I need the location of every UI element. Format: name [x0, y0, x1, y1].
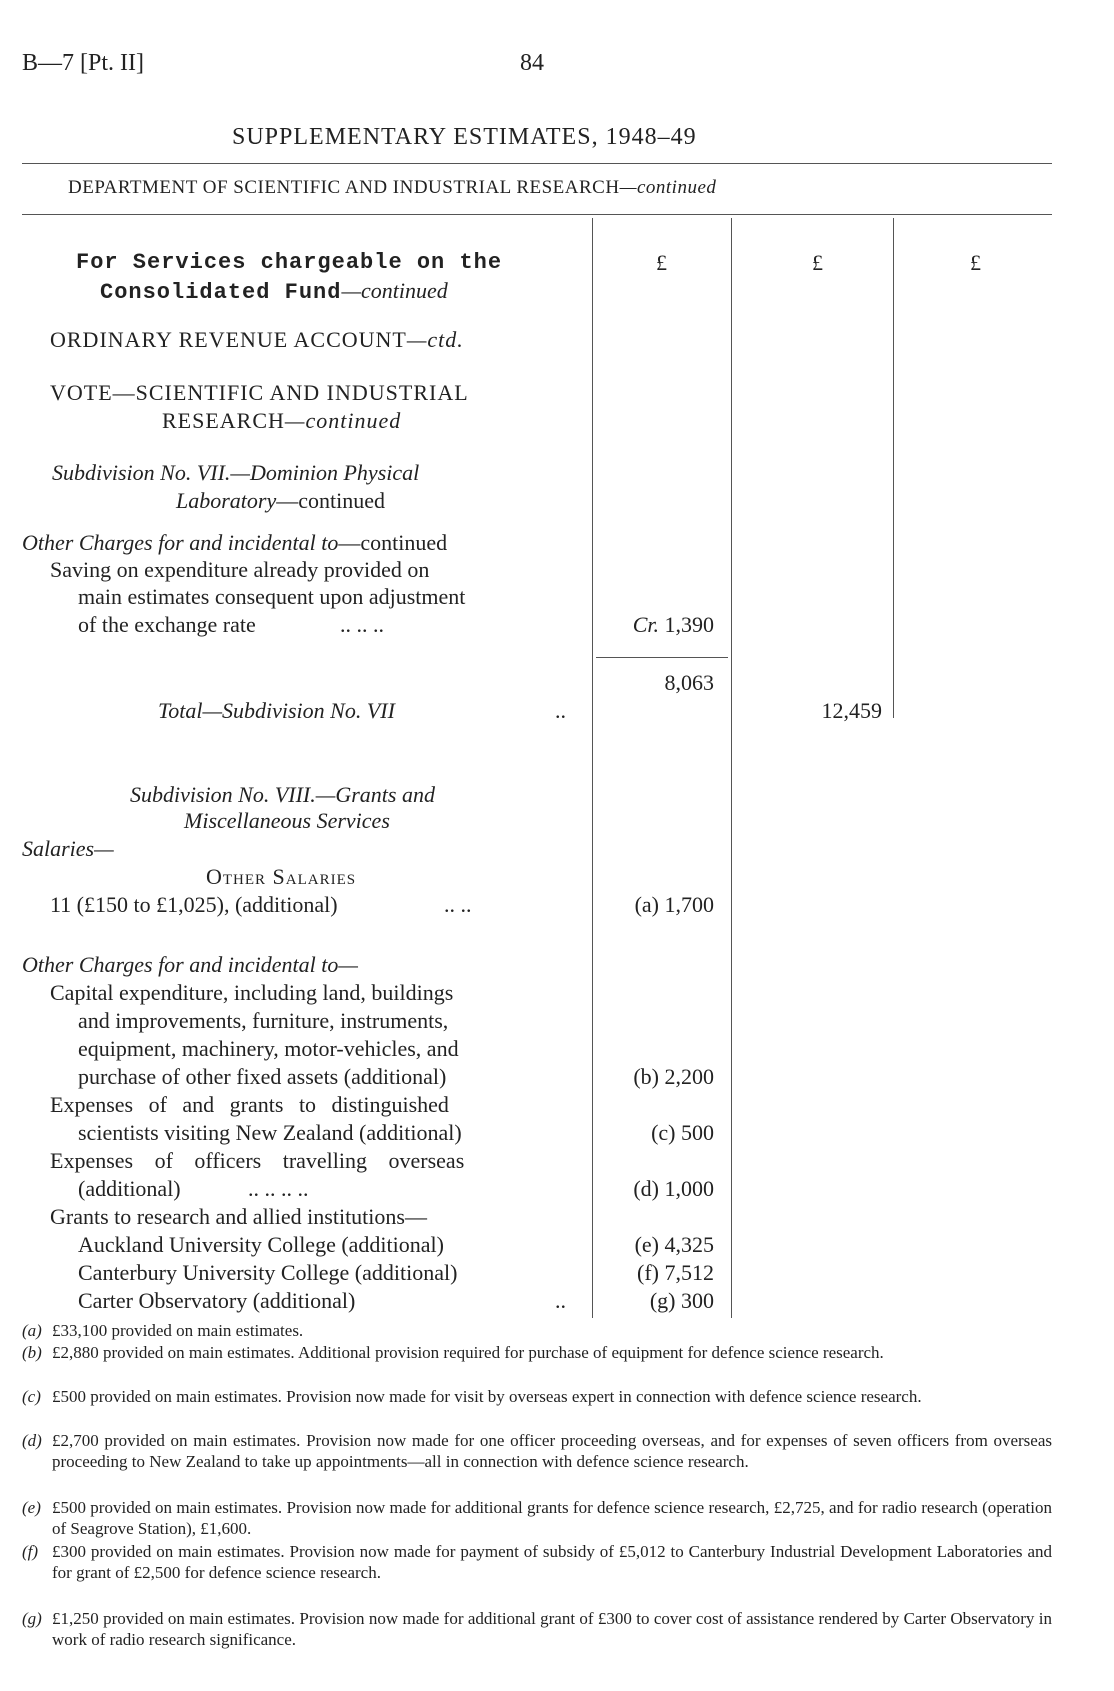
subdivision-7-line1: Subdivision No. VII.—Dominion Physical — [52, 460, 420, 485]
saving-leader: .. .. .. — [340, 612, 384, 637]
expenses1-amount: (c) 500 — [651, 1120, 714, 1145]
salary-amount: (a) 1,700 — [634, 892, 714, 917]
footnote-e-label: (e) — [22, 1498, 41, 1517]
column-header-1: £ — [656, 250, 667, 275]
auckland-amount: (e) 4,325 — [634, 1232, 714, 1257]
salary-item: 11 (£150 to £1,025), (additional) — [50, 892, 338, 917]
expenses2-amount: (d) 1,000 — [633, 1176, 714, 1201]
total-subdivision-7-amount: 12,459 — [821, 698, 882, 723]
subdivision-8-line2: Miscellaneous Services — [184, 808, 390, 833]
expenses2-line1: Expenses of officers travelling overseas — [50, 1148, 465, 1173]
footnote-b-text: £2,880 provided on main estimates. Additional provision required for purchase of equipment for defence science research. — [52, 1343, 884, 1362]
grants-heading: Grants to research and allied institutions— — [50, 1204, 427, 1229]
footnote-b-label: (b) — [22, 1343, 42, 1362]
column-header-3: £ — [970, 250, 981, 275]
subdivision-7-suffix: —continued — [276, 488, 386, 513]
canterbury-amount: (f) 7,512 — [637, 1260, 714, 1285]
expenses2-line2: (additional) — [78, 1176, 181, 1201]
expenses2-leader: .. .. .. .. — [248, 1176, 309, 1201]
column-rule-3 — [893, 218, 894, 718]
subtotal-amount: 8,063 — [664, 670, 714, 695]
capital-amount: (b) 2,200 — [633, 1064, 714, 1089]
other-salaries-heading: Other Salaries — [206, 864, 357, 889]
carter-line: Carter Observatory (additional) — [78, 1288, 356, 1313]
saving-line1: Saving on expenditure already provided on — [50, 557, 430, 582]
footnote-c-label: (c) — [22, 1387, 41, 1406]
footnote-f-label: (f) — [22, 1542, 39, 1561]
page-number: 84 — [520, 50, 544, 76]
vote-suffix: —continued — [284, 408, 402, 433]
saving-amount — [594, 612, 714, 638]
account-suffix: —ctd. — [406, 327, 464, 352]
total-subdivision-7-label: Total—Subdivision No. VII — [158, 698, 395, 723]
footnote-g-label: (g) — [22, 1609, 42, 1628]
column-header-2: £ — [812, 250, 823, 275]
footnote-e-text: £500 provided on main estimates. Provision now made for additional grants for defence science research, £2,725, and for radio research (operation of Seagrove Station), £1,600. — [52, 1498, 1052, 1538]
footnote-a-label: (a) — [22, 1321, 42, 1340]
other-charges-label-7: Other Charges for and incidental to — [22, 530, 339, 555]
salaries-heading: Salaries— — [22, 836, 114, 861]
other-charges-heading-8: Other Charges for and incidental to— — [22, 952, 358, 977]
saving-line3: of the exchange rate — [78, 612, 256, 637]
saving-line2: main estimates consequent upon adjustment — [78, 584, 466, 609]
account-heading — [50, 327, 464, 353]
other-charges-heading-7 — [22, 530, 447, 556]
footnote-g-text: £1,250 provided on main estimates. Provision now made for additional grant of £300 to cover cost of assistance rendered by Carter Observatory in work of radio research significance. — [52, 1609, 1052, 1649]
subtotal-rule — [596, 657, 728, 658]
page-ref: B—7 [Pt. II] — [22, 50, 144, 76]
footnote-d — [22, 1430, 1052, 1472]
column-rule-2 — [731, 218, 732, 1318]
total-subdivision-7-leader: .. — [555, 698, 566, 723]
auckland-line: Auckland University College (additional) — [78, 1232, 444, 1257]
capital-line4: purchase of other fixed assets (additional) — [78, 1064, 447, 1089]
footnote-e — [22, 1497, 1052, 1539]
footnote-g — [22, 1608, 1052, 1650]
services-heading-line1: For Services chargeable on the — [76, 250, 503, 275]
expenses1-line2: scientists visiting New Zealand (additional) — [78, 1120, 462, 1145]
capital-line2: and improvements, furniture, instruments, — [78, 1008, 449, 1033]
vote-heading-line2 — [162, 408, 401, 434]
footnote-a — [22, 1320, 1052, 1341]
rule-under-department — [22, 214, 1052, 215]
footnote-c-text: £500 provided on main estimates. Provision now made for visit by overseas expert in connection with defence science research. — [52, 1387, 922, 1406]
capital-line1: Capital expenditure, including land, buildings — [50, 980, 454, 1005]
services-heading-line2 — [100, 278, 448, 306]
capital-line3: equipment, machinery, motor-vehicles, and — [78, 1036, 459, 1061]
subdivision-7-line2 — [176, 488, 385, 514]
footnote-b — [22, 1342, 1052, 1363]
other-charges-suffix-7: —continued — [338, 530, 448, 555]
salary-leader: .. .. — [444, 892, 472, 917]
saving-amount-value: 1,390 — [659, 612, 714, 637]
subdivision-7-lab: Laboratory — [176, 488, 277, 513]
account-name: ORDINARY REVENUE ACCOUNT — [50, 327, 407, 352]
page-title: SUPPLEMENTARY ESTIMATES, 1948–49 — [232, 124, 697, 150]
carter-amount: (g) 300 — [649, 1288, 714, 1313]
services-heading-suffix: —continued — [341, 278, 448, 303]
canterbury-line: Canterbury University College (additional) — [78, 1260, 458, 1285]
footnote-f — [22, 1541, 1052, 1583]
services-heading-fund: Consolidated Fund — [100, 280, 342, 305]
expenses1-line1: Expenses of and grants to distinguished — [50, 1092, 449, 1117]
footnote-c — [22, 1386, 1052, 1407]
department-suffix: —continued — [619, 177, 717, 198]
saving-amount-cr: Cr. — [632, 612, 659, 637]
carter-leader: .. — [555, 1288, 566, 1313]
footnote-f-text: £300 provided on main estimates. Provision now made for payment of subsidy of £5,012 to Canterbury Industrial Development Laboratories and for grant of £2,500 for defence science research. — [52, 1542, 1052, 1582]
subdivision-8-line1: Subdivision No. VIII.—Grants and — [130, 782, 435, 807]
department-heading — [68, 175, 716, 201]
footnote-d-label: (d) — [22, 1431, 42, 1450]
vote-name: RESEARCH — [162, 408, 285, 433]
rule-top — [22, 163, 1052, 164]
department-name: DEPARTMENT OF SCIENTIFIC AND INDUSTRIAL RESEARCH — [68, 177, 620, 198]
footnote-a-text: £33,100 provided on main estimates. — [52, 1321, 304, 1340]
vote-heading-line1: VOTE—SCIENTIFIC AND INDUSTRIAL — [50, 380, 469, 405]
column-rule-1 — [592, 218, 593, 1318]
footnote-d-text: £2,700 provided on main estimates. Provision now made for one officer proceeding overseas, and for expenses of seven officers from overseas proceeding to New Zealand to take up appointments—all in connection with defence science research. — [52, 1431, 1052, 1471]
